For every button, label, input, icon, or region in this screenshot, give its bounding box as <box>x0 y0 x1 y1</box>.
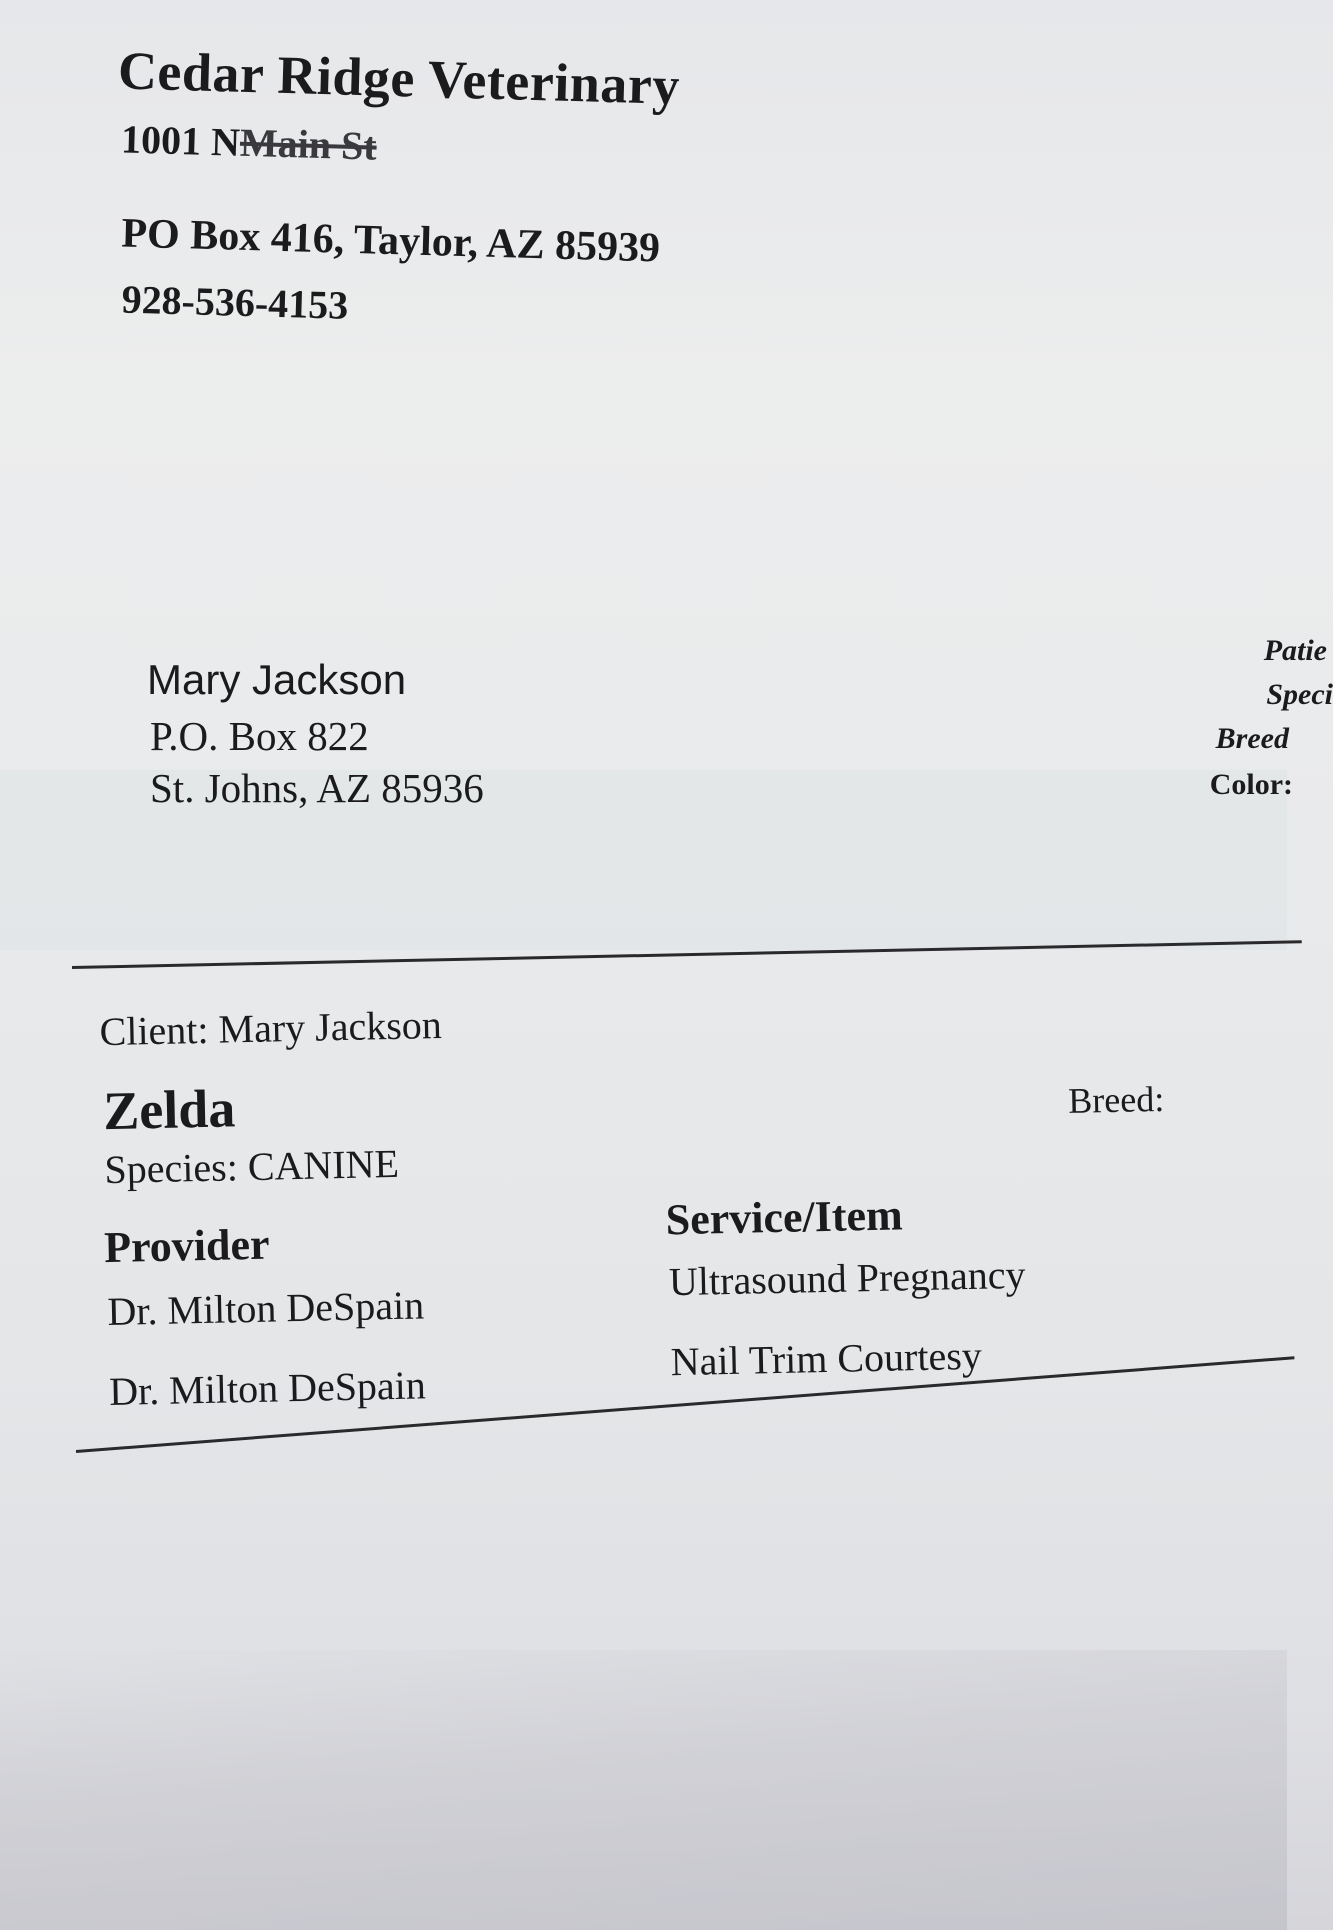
client-line: Client: Mary Jackson <box>99 1001 443 1055</box>
pet-name: Zelda <box>102 1078 236 1142</box>
color-label-cut: Color: <box>1209 768 1293 801</box>
service-header: Service/Item <box>665 1190 904 1245</box>
street-struck: Main St <box>239 119 378 169</box>
street-number: 1001 N <box>120 116 241 165</box>
row-service: Nail Trim Courtesy <box>670 1332 983 1385</box>
breed-label: Breed: <box>1067 1078 1165 1121</box>
species-line: Species: CANINE <box>104 1140 400 1193</box>
recipient-line2: St. Johns, AZ 85936 <box>150 765 484 811</box>
row-provider: Dr. Milton DeSpain <box>108 1362 427 1415</box>
recipient-name: Mary Jackson <box>147 656 407 703</box>
row-provider: Dr. Milton DeSpain <box>107 1282 425 1335</box>
paper-fold-shadow <box>0 1650 1287 1930</box>
provider-header: Provider <box>103 1219 271 1273</box>
species-label-cut: Speci <box>1266 678 1333 711</box>
clinic-phone: 928-536-4153 <box>121 276 349 328</box>
clinic-name: Cedar Ridge Veterinary <box>117 40 681 117</box>
clinic-po-box: PO Box 416, Taylor, AZ 85939 <box>120 210 661 272</box>
breed-label-cut: Breed <box>1215 722 1289 755</box>
recipient-line1: P.O. Box 822 <box>150 713 369 759</box>
row-service: Ultrasound Pregnancy <box>668 1251 1026 1305</box>
patient-label: Patie <box>1263 634 1327 667</box>
